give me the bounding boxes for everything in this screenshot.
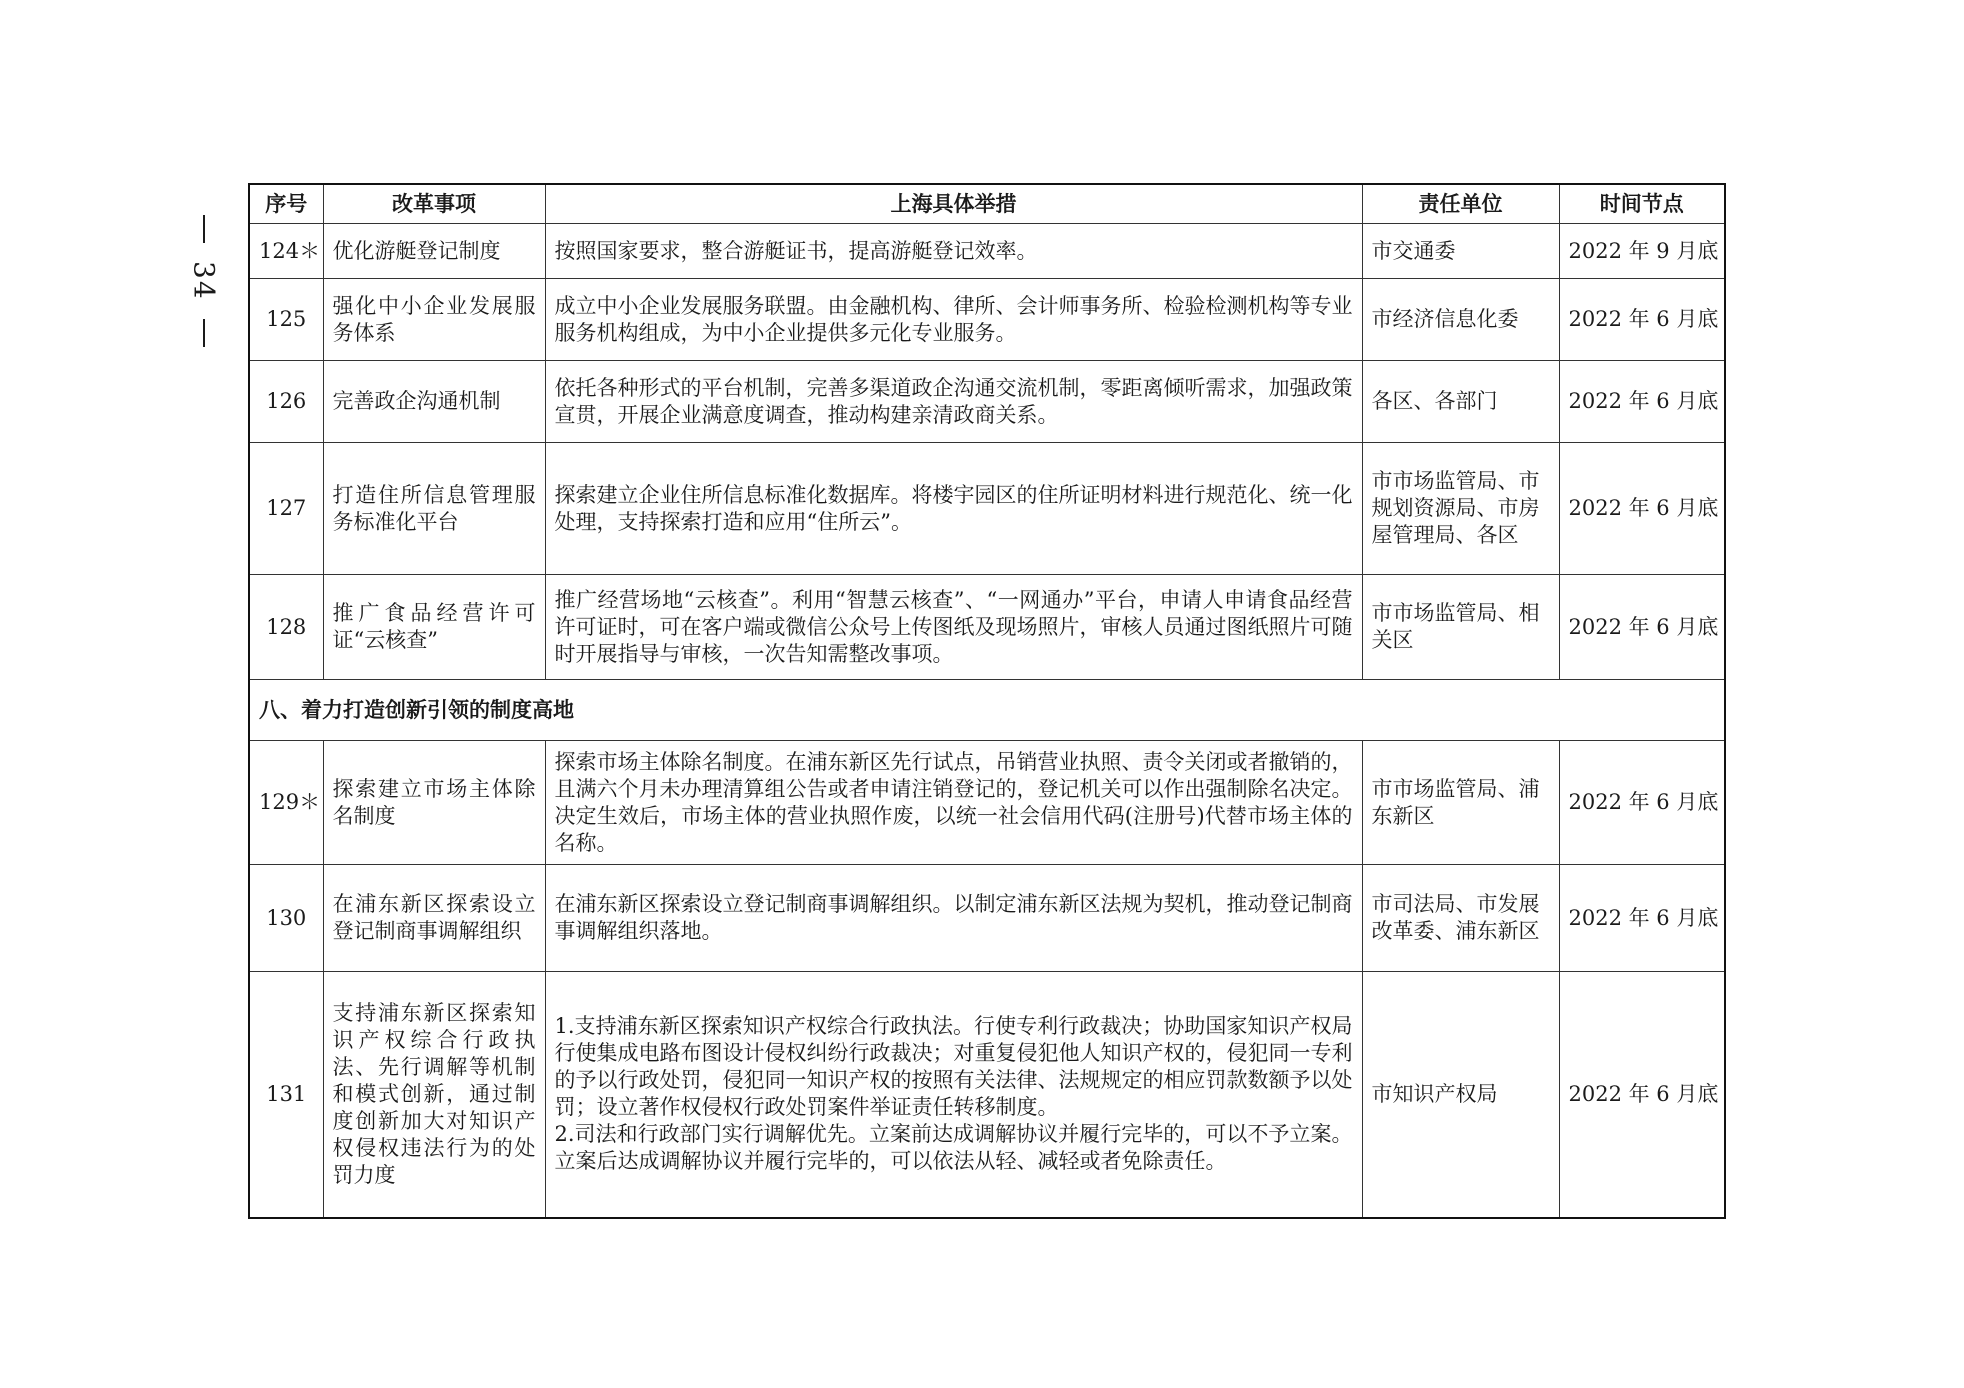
row-time: 2022 年 9 月底 (1559, 224, 1725, 279)
row-item: 探索建立市场主体除名制度 (323, 741, 545, 865)
page-number-dash-bottom (203, 319, 205, 347)
measure-paragraph: 1.支持浦东新区探索知识产权综合行政执法。行使专利行政裁决；协助国家知识产权局行使集成电路布图设计侵权纠纷行政裁决；对重复侵犯他人知识产权的，侵犯同一专利的予以行政处罚，侵犯同一知识产权的按照有关法律、法规规定的相应罚款数额予以处罚；设立著作权侵权行政处罚案件举证责任转移制度。 (554, 1014, 1353, 1120)
row-time: 2022 年 6 月底 (1559, 972, 1725, 1218)
row-measures (545, 865, 1362, 972)
table-body-part1 (249, 224, 1725, 680)
row-unit: 市知识产权局 (1362, 972, 1559, 1218)
table-row (249, 224, 1725, 279)
table-row (249, 741, 1725, 865)
row-measures (545, 972, 1362, 1218)
row-seq: 129＊ (249, 741, 323, 865)
measure-paragraph: 成立中小企业发展服务联盟。由金融机构、律所、会计师事务所、检验检测机构等专业服务机构组成，为中小企业提供多元化专业服务。 (554, 293, 1353, 345)
row-time: 2022 年 6 月底 (1559, 865, 1725, 972)
row-seq: 127 (249, 443, 323, 575)
section-title: 八、着力打造创新引领的制度高地 (249, 680, 1725, 741)
row-unit: 各区、各部门 (1362, 361, 1559, 443)
row-seq: 131 (249, 972, 323, 1218)
row-seq: 126 (249, 361, 323, 443)
reform-measures-table (248, 183, 1726, 1219)
header-seq: 序号 (249, 184, 323, 224)
table-row (249, 279, 1725, 361)
row-time: 2022 年 6 月底 (1559, 279, 1725, 361)
page-number-value: 34 (187, 261, 221, 301)
measure-paragraph: 探索建立企业住所信息标准化数据库。将楼宇园区的住所证明材料进行规范化、统一化处理，支持探索打造和应用“住所云”。 (554, 482, 1353, 534)
header-measures: 上海具体举措 (545, 184, 1362, 224)
table-section (249, 680, 1725, 741)
row-item: 完善政企沟通机制 (323, 361, 545, 443)
table-row (249, 575, 1725, 680)
row-unit: 市市场监管局、浦东新区 (1362, 741, 1559, 865)
table-header-row (249, 184, 1725, 224)
row-measures (545, 361, 1362, 443)
row-measures (545, 741, 1362, 865)
page-number (188, 215, 220, 395)
table-body-part2 (249, 741, 1725, 1218)
row-item: 在浦东新区探索设立登记制商事调解组织 (323, 865, 545, 972)
measure-paragraph: 推广经营场地“云核查”。利用“智慧云核查”、“一网通办”平台，申请人申请食品经营许可证时，可在客户端或微信公众号上传图纸及现场照片，审核人员通过图纸照片可随时开展指导与审核，一次告知需整改事项。 (554, 587, 1353, 666)
row-unit: 市司法局、市发展改革委、浦东新区 (1362, 865, 1559, 972)
row-seq: 128 (249, 575, 323, 680)
row-measures (545, 279, 1362, 361)
row-item: 强化中小企业发展服务体系 (323, 279, 545, 361)
row-measures (545, 224, 1362, 279)
header-unit: 责任单位 (1362, 184, 1559, 224)
row-time: 2022 年 6 月底 (1559, 575, 1725, 680)
table-row (249, 972, 1725, 1218)
row-time: 2022 年 6 月底 (1559, 361, 1725, 443)
table-row (249, 361, 1725, 443)
row-item: 打造住所信息管理服务标准化平台 (323, 443, 545, 575)
page-number-dash-top (203, 215, 205, 243)
measure-paragraph: 依托各种形式的平台机制，完善多渠道政企沟通交流机制，零距离倾听需求，加强政策宣贯，开展企业满意度调查，推动构建亲清政商关系。 (554, 375, 1353, 427)
row-item: 推广食品经营许可证“云核查” (323, 575, 545, 680)
table-row (249, 865, 1725, 972)
header-item: 改革事项 (323, 184, 545, 224)
row-measures (545, 575, 1362, 680)
row-item: 支持浦东新区探索知识产权综合行政执法、先行调解等机制和模式创新，通过制度创新加大对知识产权侵权违法行为的处罚力度 (323, 972, 545, 1218)
measure-paragraph: 在浦东新区探索设立登记制商事调解组织。以制定浦东新区法规为契机，推动登记制商事调解组织落地。 (554, 892, 1353, 943)
measure-paragraph: 2.司法和行政部门实行调解优先。立案前达成调解协议并履行完毕的，可以不予立案。立案后达成调解协议并履行完毕的，可以依法从轻、减轻或者免除责任。 (554, 1122, 1353, 1174)
row-unit: 市经济信息化委 (1362, 279, 1559, 361)
row-time: 2022 年 6 月底 (1559, 741, 1725, 865)
table-row (249, 443, 1725, 575)
measure-paragraph: 探索市场主体除名制度。在浦东新区先行试点，吊销营业执照、责令关闭或者撤销的，且满六个月未办理清算组公告或者申请注销登记的，登记机关可以作出强制除名决定。决定生效后，市场主体的营业执照作废，以统一社会信用代码(注册号)代替市场主体的名称。 (554, 749, 1353, 855)
measure-paragraph: 按照国家要求，整合游艇证书，提高游艇登记效率。 (554, 238, 1038, 263)
row-measures (545, 443, 1362, 575)
row-unit: 市市场监管局、市规划资源局、市房屋管理局、各区 (1362, 443, 1559, 575)
row-unit: 市交通委 (1362, 224, 1559, 279)
row-unit: 市市场监管局、相关区 (1362, 575, 1559, 680)
row-seq: 130 (249, 865, 323, 972)
row-item: 优化游艇登记制度 (323, 224, 545, 279)
row-time: 2022 年 6 月底 (1559, 443, 1725, 575)
row-seq: 125 (249, 279, 323, 361)
section-row (249, 680, 1725, 741)
header-time: 时间节点 (1559, 184, 1725, 224)
row-seq: 124＊ (249, 224, 323, 279)
